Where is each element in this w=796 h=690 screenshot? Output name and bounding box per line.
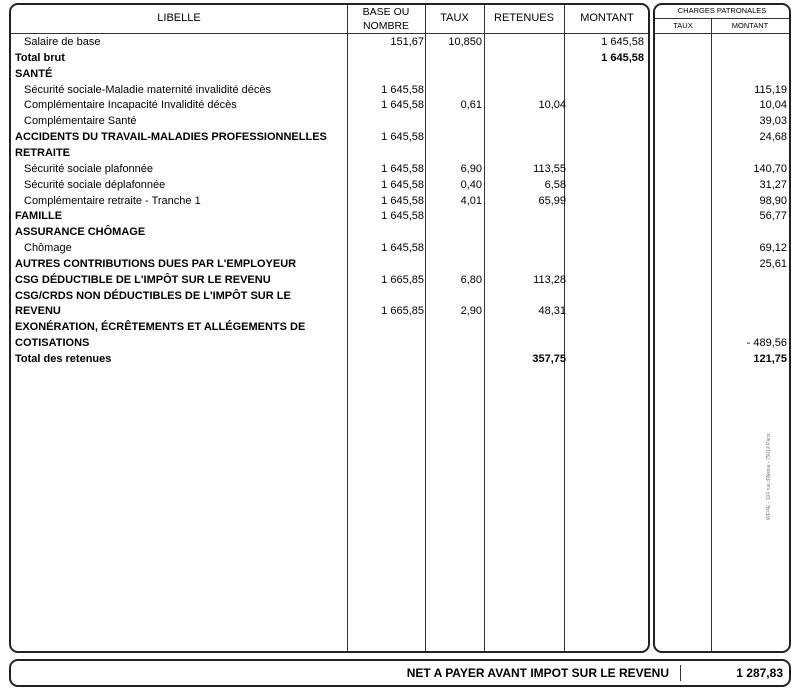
employer-row — [655, 161, 789, 177]
row-montant — [566, 97, 644, 113]
row-pat-montant: 10,04 — [759, 99, 787, 112]
employer-row — [655, 34, 789, 50]
row-label: Chômage — [24, 242, 72, 254]
table-row — [11, 113, 648, 129]
row-montant — [566, 319, 644, 335]
row-retenues: 48,31 — [538, 305, 566, 318]
header-montant: MONTANT — [580, 12, 634, 24]
table-row — [11, 145, 648, 161]
row-base: 1 645,58 — [381, 178, 424, 191]
header-taux: TAUX — [440, 12, 469, 24]
row-taux — [427, 319, 482, 335]
row-label: Salaire de base — [24, 36, 101, 48]
row-montant — [566, 82, 644, 98]
table-row — [11, 335, 648, 351]
row-base — [349, 335, 424, 351]
employer-row — [655, 129, 789, 145]
row-pat-taux — [655, 272, 710, 288]
employer-row — [655, 240, 789, 256]
row-pat-montant — [712, 50, 787, 66]
employer-row — [655, 113, 789, 129]
row-retenues — [486, 145, 566, 161]
row-montant — [566, 177, 644, 193]
row-retenues — [486, 224, 566, 240]
payslip-main-table — [9, 3, 650, 653]
row-pat-taux — [655, 66, 710, 82]
row-montant — [566, 193, 644, 209]
row-label: Complémentaire Incapacité Invalidité décès — [24, 99, 237, 112]
table-row — [11, 288, 648, 304]
row-base — [349, 145, 424, 161]
table-row — [11, 193, 648, 209]
row-label: AUTRES CONTRIBUTIONS DUES PAR L'EMPLOYEUR — [15, 257, 297, 270]
row-base: 151,67 — [390, 36, 424, 48]
employer-row — [655, 335, 789, 351]
employer-row — [655, 288, 789, 304]
row-pat-taux — [655, 224, 710, 240]
row-montant — [566, 272, 644, 288]
row-pat-taux — [655, 97, 710, 113]
row-retenues — [486, 319, 566, 335]
table-row — [11, 66, 648, 82]
row-retenues: 10,04 — [538, 99, 566, 112]
table-row — [11, 256, 648, 272]
row-label: Total brut — [15, 51, 65, 64]
employer-row — [655, 145, 789, 161]
row-retenues — [486, 208, 566, 224]
row-montant: 1 645,58 — [601, 51, 644, 64]
row-label: Complémentaire retraite - Tranche 1 — [24, 194, 201, 207]
row-pat-montant: 140,70 — [753, 162, 787, 175]
header-divider — [655, 18, 789, 19]
row-taux: 0,40 — [460, 178, 482, 191]
row-retenues — [486, 82, 566, 98]
row-montant — [566, 161, 644, 177]
employer-row — [655, 66, 789, 82]
row-pat-taux — [655, 129, 710, 145]
row-taux — [427, 256, 482, 272]
row-pat-taux — [655, 256, 710, 272]
row-base — [349, 224, 424, 240]
row-taux — [427, 129, 482, 145]
table-row — [11, 161, 648, 177]
row-pat-montant: 39,03 — [759, 115, 787, 128]
row-pat-montant — [712, 303, 787, 319]
row-pat-montant — [712, 224, 787, 240]
row-retenues — [486, 288, 566, 304]
row-label: SANTÉ — [15, 67, 53, 80]
row-pat-montant — [712, 272, 787, 288]
row-pat-taux — [655, 351, 710, 367]
row-pat-montant — [712, 145, 787, 161]
row-base — [349, 319, 424, 335]
row-retenues — [486, 34, 566, 50]
row-montant — [566, 145, 644, 161]
row-montant: 1 645,58 — [601, 36, 644, 48]
row-taux — [427, 335, 482, 351]
row-retenues: 65,99 — [538, 194, 566, 207]
row-retenues — [486, 256, 566, 272]
employer-row — [655, 272, 789, 288]
table-row — [11, 224, 648, 240]
row-pat-montant: 56,77 — [759, 210, 787, 223]
row-taux — [427, 224, 482, 240]
row-label: Sécurité sociale-Maladie maternité invalidité décès — [24, 83, 272, 96]
row-base: 1 645,58 — [381, 131, 424, 144]
row-montant — [566, 113, 644, 129]
net-pay-label: NET A PAYER AVANT IMPOT SUR LE REVENU — [406, 666, 669, 680]
row-pat-montant: 24,68 — [759, 131, 787, 144]
row-pat-montant — [712, 319, 787, 335]
table-row — [11, 34, 648, 50]
table-row — [11, 240, 648, 256]
table-row — [11, 351, 648, 367]
table-row — [11, 303, 648, 319]
row-taux — [427, 82, 482, 98]
row-taux: 0,61 — [460, 99, 482, 112]
row-base: 1 645,58 — [381, 194, 424, 207]
row-label: Sécurité sociale plafonnée — [24, 162, 154, 175]
row-base: 1 645,58 — [381, 99, 424, 112]
row-label: EXONÉRATION, ÉCRÊTEMENTS ET ALLÉGEMENTS DE — [15, 321, 306, 334]
row-pat-montant: 31,27 — [759, 178, 787, 191]
row-taux — [427, 288, 482, 304]
row-base — [349, 50, 424, 66]
row-pat-montant: 121,75 — [753, 353, 787, 365]
row-pat-taux — [655, 177, 710, 193]
employer-row — [655, 208, 789, 224]
row-label: Total des retenues — [15, 353, 112, 365]
net-pay-divider — [680, 665, 681, 681]
table-row — [11, 177, 648, 193]
row-pat-montant: 98,90 — [759, 194, 787, 207]
row-label: REVENU — [15, 305, 61, 318]
header-charges-patronales: CHARGES PATRONALES — [677, 6, 767, 15]
printer-side-note: WF/4E - 104 rue d'Alésia - 75014 Paris — [766, 433, 772, 520]
row-taux: 6,90 — [460, 162, 482, 175]
row-taux — [427, 145, 482, 161]
table-row — [11, 129, 648, 145]
employer-row — [655, 82, 789, 98]
row-taux: 2,90 — [460, 305, 482, 318]
row-taux — [427, 66, 482, 82]
row-pat-montant — [712, 66, 787, 82]
row-montant — [566, 224, 644, 240]
row-montant — [566, 208, 644, 224]
row-taux — [427, 208, 482, 224]
row-base — [349, 288, 424, 304]
row-label: Complémentaire Santé — [24, 115, 137, 128]
row-pat-taux — [655, 288, 710, 304]
row-montant — [566, 256, 644, 272]
net-pay-box — [9, 659, 791, 687]
row-taux — [427, 50, 482, 66]
row-taux — [427, 240, 482, 256]
row-retenues — [486, 50, 566, 66]
employer-row — [655, 351, 789, 367]
row-pat-montant — [712, 34, 787, 50]
row-label: COTISATIONS — [15, 337, 90, 350]
row-retenues — [486, 335, 566, 351]
row-base: 1 645,58 — [381, 242, 424, 254]
row-base: 1 665,85 — [381, 305, 424, 318]
row-pat-taux — [655, 50, 710, 66]
row-base: 1 645,58 — [381, 162, 424, 175]
header-pat-montant: MONTANT — [731, 21, 769, 30]
row-pat-taux — [655, 82, 710, 98]
employer-charges-table — [653, 3, 791, 653]
row-taux — [427, 351, 482, 367]
row-taux — [427, 113, 482, 129]
row-pat-taux — [655, 240, 710, 256]
row-pat-taux — [655, 145, 710, 161]
row-pat-montant — [712, 288, 787, 304]
row-label: CSG DÉDUCTIBLE DE L'IMPÔT SUR LE REVENU — [15, 273, 271, 286]
row-pat-montant: 115,19 — [754, 83, 787, 96]
row-retenues — [486, 240, 566, 256]
row-retenues — [486, 113, 566, 129]
table-row — [11, 97, 648, 113]
row-pat-taux — [655, 319, 710, 335]
table-row — [11, 319, 648, 335]
header-libelle: LIBELLE — [157, 12, 201, 24]
row-retenues: 6,58 — [544, 178, 566, 191]
row-taux: 4,01 — [460, 194, 482, 207]
row-label: ACCIDENTS DU TRAVAIL-MALADIES PROFESSIONNELLES — [15, 131, 327, 144]
row-taux: 10,850 — [448, 36, 482, 48]
employer-row — [655, 177, 789, 193]
employer-row — [655, 193, 789, 209]
row-montant — [566, 129, 644, 145]
row-pat-montant: - 489,56 — [746, 337, 787, 350]
row-retenues — [486, 66, 566, 82]
row-montant — [566, 240, 644, 256]
row-base: 1 645,58 — [381, 83, 424, 96]
table-row — [11, 50, 648, 66]
row-base — [349, 113, 424, 129]
net-pay-value: 1 287,83 — [736, 666, 783, 680]
row-taux: 6,80 — [460, 273, 482, 286]
header-pat-taux: TAUX — [673, 21, 693, 30]
table-row — [11, 82, 648, 98]
row-montant — [566, 303, 644, 319]
row-retenues: 113,28 — [533, 273, 566, 286]
row-base — [349, 66, 424, 82]
row-base: 1 665,85 — [381, 273, 424, 286]
table-row — [11, 208, 648, 224]
row-montant — [566, 66, 644, 82]
employer-row — [655, 256, 789, 272]
row-pat-taux — [655, 208, 710, 224]
employer-row — [655, 303, 789, 319]
header-base: BASE OU NOMBRE — [362, 6, 410, 32]
row-base — [349, 351, 424, 367]
employer-row — [655, 319, 789, 335]
header-retenues: RETENUES — [494, 12, 554, 24]
row-montant — [566, 288, 644, 304]
employer-row — [655, 97, 789, 113]
employer-row — [655, 50, 789, 66]
row-retenues: 113,55 — [533, 162, 566, 175]
row-retenues — [486, 129, 566, 145]
row-label: CSG/CRDS NON DÉDUCTIBLES DE L'IMPÔT SUR LE — [15, 289, 291, 302]
row-pat-taux — [655, 113, 710, 129]
row-montant — [566, 351, 644, 367]
row-pat-taux — [655, 303, 710, 319]
row-base — [349, 256, 424, 272]
row-montant — [566, 335, 644, 351]
row-pat-taux — [655, 335, 710, 351]
row-pat-taux — [655, 193, 710, 209]
row-label: ASSURANCE CHÔMAGE — [15, 226, 146, 239]
row-pat-montant: 25,61 — [759, 257, 787, 270]
row-pat-montant: 69,12 — [759, 242, 787, 254]
row-base: 1 645,58 — [381, 210, 424, 223]
row-label: FAMILLE — [15, 210, 63, 223]
row-pat-taux — [655, 161, 710, 177]
employer-row — [655, 224, 789, 240]
row-label: RETRAITE — [15, 146, 70, 159]
row-retenues: 357,75 — [532, 353, 566, 365]
row-label: Sécurité sociale déplafonnée — [24, 178, 166, 191]
table-row — [11, 272, 648, 288]
row-pat-taux — [655, 34, 710, 50]
